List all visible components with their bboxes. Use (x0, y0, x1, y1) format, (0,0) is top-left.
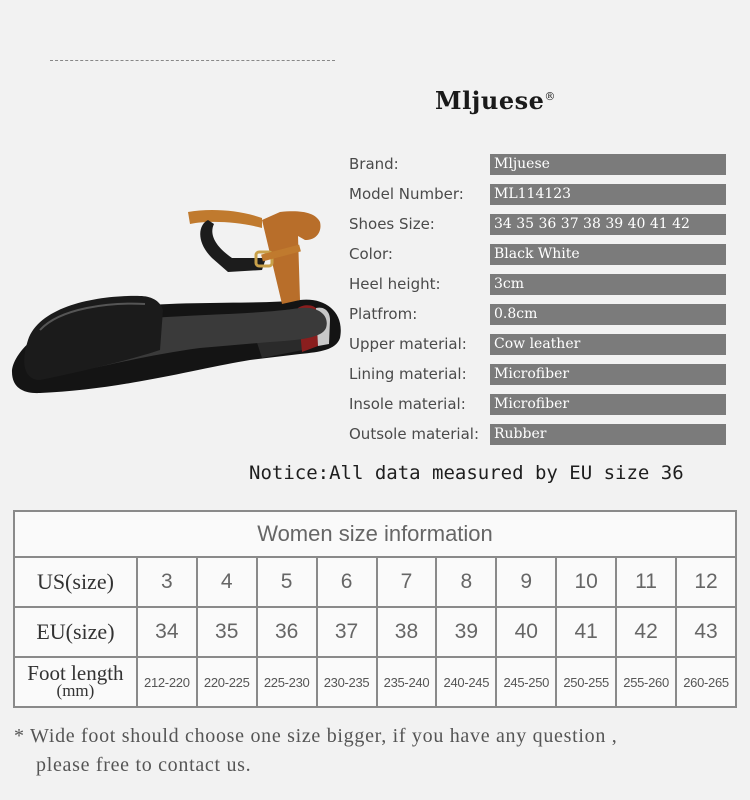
spec-row-size (349, 212, 729, 242)
spec-value: Microfiber (490, 364, 726, 385)
us-size-cell: 12 (676, 557, 736, 607)
spec-label: Heel height: (349, 275, 441, 293)
spec-label: Shoes Size: (349, 215, 435, 233)
footnote-line-1: * Wide foot should choose one size bigger, if you have any question , (14, 725, 618, 747)
size-table-title: Women size information (14, 511, 736, 557)
foot-length-cell: 240-245 (436, 657, 496, 707)
foot-length-cell: 212-220 (137, 657, 197, 707)
us-size-cell: 10 (556, 557, 616, 607)
foot-length-cell: 230-235 (317, 657, 377, 707)
foot-length-row (14, 657, 736, 707)
eu-size-cell: 43 (676, 607, 736, 657)
spec-value: Microfiber (490, 394, 726, 415)
spec-label: Lining material: (349, 365, 467, 383)
spec-value: 34 35 36 37 38 39 40 41 42 (490, 214, 726, 235)
spec-label: Platfrom: (349, 305, 418, 323)
us-size-cell: 5 (257, 557, 317, 607)
spec-label: Model Number: (349, 185, 464, 203)
eu-size-cell: 36 (257, 607, 317, 657)
measurement-notice: Notice:All data measured by EU size 36 (249, 462, 684, 484)
eu-size-header: EU(size) (14, 607, 137, 657)
eu-size-cell: 40 (496, 607, 556, 657)
spec-row-brand (349, 152, 729, 182)
spec-row-model (349, 182, 729, 212)
eu-size-cell: 37 (317, 607, 377, 657)
us-size-cell: 7 (377, 557, 437, 607)
spec-value: Cow leather (490, 334, 726, 355)
brand-logo: Mljuese® (435, 86, 556, 115)
us-size-row (14, 557, 736, 607)
spec-value: Black White (490, 244, 726, 265)
spec-value: Rubber (490, 424, 726, 445)
foot-length-cell: 250-255 (556, 657, 616, 707)
eu-size-cell: 35 (197, 607, 257, 657)
foot-length-cell: 220-225 (197, 657, 257, 707)
footnote-line-2: please free to contact us. (36, 754, 252, 776)
spec-value: 3cm (490, 274, 726, 295)
eu-size-cell: 42 (616, 607, 676, 657)
spec-row-upper (349, 332, 729, 362)
spec-value: ML114123 (490, 184, 726, 205)
spec-label: Upper material: (349, 335, 467, 353)
us-size-cell: 8 (436, 557, 496, 607)
eu-size-row (14, 607, 736, 657)
size-table (13, 510, 737, 708)
eu-size-cell: 39 (436, 607, 496, 657)
spec-row-outsole (349, 422, 729, 452)
us-size-cell: 4 (197, 557, 257, 607)
spec-row-lining (349, 362, 729, 392)
spec-value: Mljuese (490, 154, 726, 175)
eu-size-cell: 34 (137, 607, 197, 657)
foot-length-cell: 225-230 (257, 657, 317, 707)
spec-row-platform (349, 302, 729, 332)
spec-row-heel (349, 272, 729, 302)
foot-length-cell: 235-240 (377, 657, 437, 707)
spec-label: Outsole material: (349, 425, 480, 443)
us-size-cell: 11 (616, 557, 676, 607)
spec-label: Brand: (349, 155, 399, 173)
spec-list (349, 152, 729, 452)
sandal-image (0, 200, 345, 400)
spec-row-color (349, 242, 729, 272)
foot-length-cell: 255-260 (616, 657, 676, 707)
spec-value: 0.8cm (490, 304, 726, 325)
footnote (14, 722, 617, 780)
foot-length-header: Foot length (mm) (14, 657, 137, 707)
us-size-header: US(size) (14, 557, 137, 607)
us-size-cell: 3 (137, 557, 197, 607)
spec-row-insole (349, 392, 729, 422)
us-size-cell: 9 (496, 557, 556, 607)
us-size-cell: 6 (317, 557, 377, 607)
spec-label: Insole material: (349, 395, 466, 413)
eu-size-cell: 38 (377, 607, 437, 657)
eu-size-cell: 41 (556, 607, 616, 657)
foot-length-cell: 260-265 (676, 657, 736, 707)
dashed-divider (50, 60, 335, 61)
foot-length-cell: 245-250 (496, 657, 556, 707)
spec-label: Color: (349, 245, 393, 263)
